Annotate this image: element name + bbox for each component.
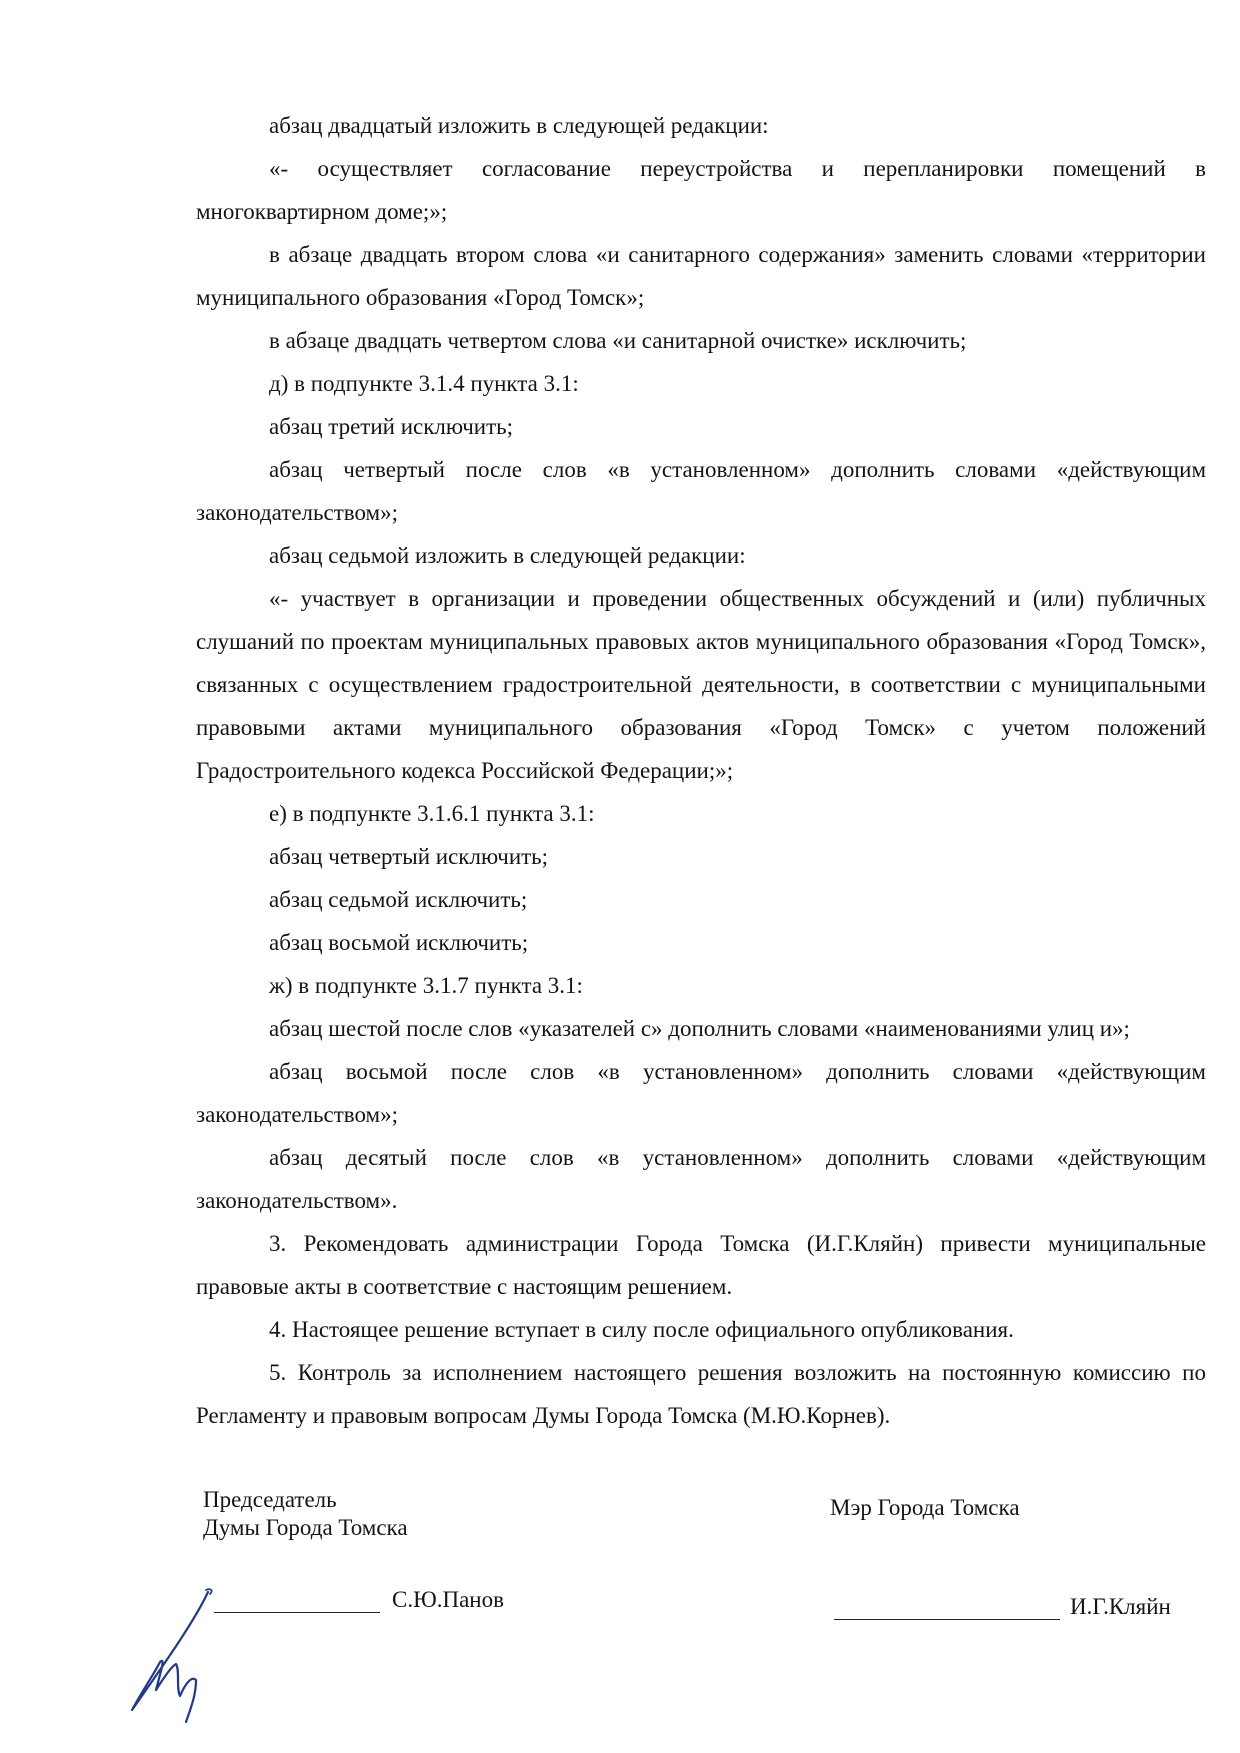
chairman-name: С.Ю.Панов — [392, 1587, 504, 1612]
chairman-title-line1: Председатель — [203, 1487, 337, 1512]
paragraph: абзац двадцатый изложить в следующей редакции: — [269, 113, 769, 138]
paragraph: ж) в подпункте 3.1.7 пункта 3.1: — [269, 973, 583, 998]
paragraph: абзац четвертый после слов «в установленном» дополнить словами «действующим законодательством»; — [196, 457, 1206, 525]
paragraph: абзац третий исключить; — [269, 414, 514, 439]
document-body — [196, 104, 1206, 1437]
paragraph: «- участвует в организации и проведении общественных обсуждений и (или) публичных слушаний по проектам муниципальных правовых актов муниципального образования «Город Томск», связанных с осуществлением градостроительной деятельности, в соответствии с муниципальными правовыми актами муниципального образования «Город Томск» с учетом положений Градостроительного кодекса Российской Федерации;»; — [196, 586, 1206, 783]
paragraph: в абзаце двадцать втором слова «и санитарного содержания» заменить словами «территории муниципального образования «Город Томск»; — [196, 242, 1206, 310]
paragraph: 4. Настоящее решение вступает в силу после официального опубликования. — [269, 1317, 1014, 1342]
mayor-name: И.Г.Кляйн — [1070, 1594, 1171, 1619]
paragraph: абзац шестой после слов «указателей с» дополнить словами «наименованиями улиц и»; — [269, 1016, 1130, 1041]
mayor-signature-line — [834, 1619, 1060, 1620]
paragraph: абзац восьмой после слов «в установленном» дополнить словами «действующим законодательством»; — [196, 1059, 1206, 1127]
paragraph: 3. Рекомендовать администрации Города Томска (И.Г.Кляйн) привести муниципальные правовые акты в соответствие с настоящим решением. — [196, 1231, 1206, 1299]
paragraph: абзац восьмой исключить; — [269, 930, 529, 955]
paragraph: 5. Контроль за исполнением настоящего решения возложить на постоянную комиссию по Регламенту и правовым вопросам Думы Города Томска (М.Ю.Корнев). — [196, 1360, 1206, 1428]
paragraph: абзац четвертый исключить; — [269, 844, 549, 869]
paragraph: «- осуществляет согласование переустройства и перепланировки помещений в многоквартирном доме;»; — [196, 156, 1206, 224]
chairman-signature-line — [214, 1612, 380, 1613]
mayor-title: Мэр Города Томска — [830, 1495, 1020, 1520]
paragraph: абзац десятый после слов «в установленном» дополнить словами «действующим законодательством». — [196, 1145, 1206, 1213]
paragraph: в абзаце двадцать четвертом слова «и санитарной очистке» исключить; — [269, 328, 967, 353]
paragraph: д) в подпункте 3.1.4 пункта 3.1: — [269, 371, 579, 396]
paragraph: абзац седьмой исключить; — [269, 887, 528, 912]
chairman-title — [203, 1486, 408, 1542]
chairman-title-line2: Думы Города Томска — [203, 1515, 408, 1540]
paragraph: абзац седьмой изложить в следующей редакции: — [269, 543, 746, 568]
paragraph: е) в подпункте 3.1.6.1 пункта 3.1: — [269, 801, 595, 826]
handwritten-signature — [110, 1578, 220, 1728]
